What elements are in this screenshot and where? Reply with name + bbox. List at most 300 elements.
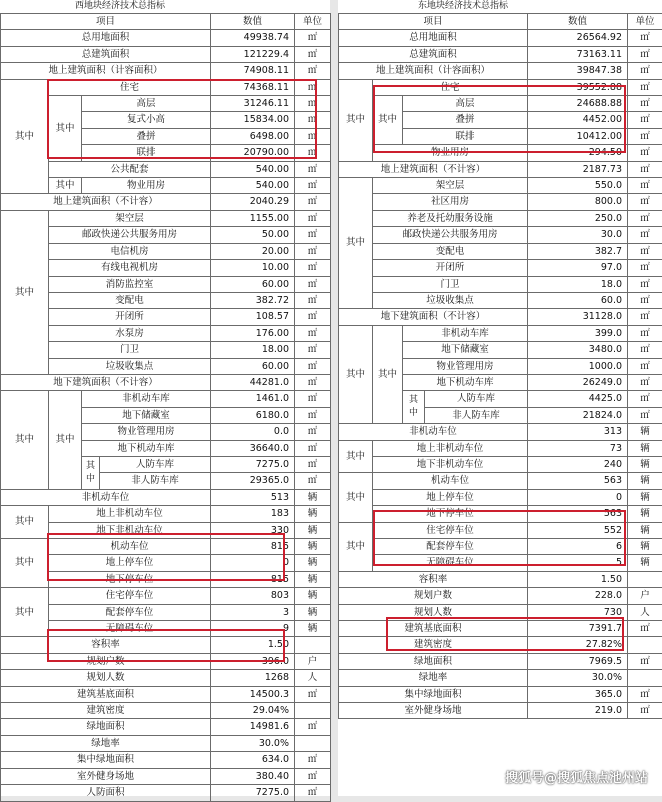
row-label: 建筑密度 xyxy=(339,637,528,653)
row-label: 地上建筑面积（计容面积） xyxy=(1,63,211,79)
row-label: 人防车库 xyxy=(100,456,211,472)
row-value: 313 xyxy=(528,424,628,440)
row-unit xyxy=(295,637,331,653)
table-row xyxy=(1,260,331,276)
row-label: 地下建筑面积（不计容） xyxy=(339,309,528,325)
table-row xyxy=(339,506,662,522)
row-label: 地下储藏室 xyxy=(82,407,211,423)
table-row xyxy=(339,653,662,669)
table-row xyxy=(1,621,331,637)
qizhong-label: 其中 xyxy=(339,522,373,571)
row-unit: 辆 xyxy=(295,522,331,538)
row-label: 联排 xyxy=(403,128,528,144)
table-row xyxy=(1,703,331,719)
row-value: 44281.0 xyxy=(211,374,295,390)
qizhong-label: 其中 xyxy=(1,210,49,374)
row-unit: ㎡ xyxy=(295,325,331,341)
qizhong-label: 其中 xyxy=(1,506,49,539)
row-value: 10.00 xyxy=(211,260,295,276)
table-row xyxy=(339,489,662,505)
row-unit: ㎡ xyxy=(295,30,331,46)
table-row xyxy=(1,178,331,194)
row-label: 公共配套 xyxy=(49,161,211,177)
row-unit: 辆 xyxy=(295,571,331,587)
west-indicator-table xyxy=(0,13,331,802)
row-label: 住宅 xyxy=(373,79,528,95)
row-value: 1268 xyxy=(211,670,295,686)
table-row xyxy=(1,768,331,784)
header-unit: 单位 xyxy=(295,14,331,30)
row-unit: ㎡ xyxy=(628,374,662,390)
table-row xyxy=(339,456,662,472)
row-value: 1461.0 xyxy=(211,391,295,407)
table-row xyxy=(339,243,662,259)
table-row xyxy=(339,260,662,276)
table-row xyxy=(339,621,662,637)
row-label: 地下机动车库 xyxy=(82,440,211,456)
row-value: 73163.11 xyxy=(528,46,628,62)
row-unit: ㎡ xyxy=(295,342,331,358)
row-value: 815 xyxy=(211,539,295,555)
row-label: 地上建筑面积（计容面积） xyxy=(339,63,528,79)
table-row xyxy=(1,555,331,571)
row-label: 非人防车库 xyxy=(425,407,528,423)
row-unit: ㎡ xyxy=(295,752,331,768)
row-unit: 户 xyxy=(628,588,662,604)
row-label: 容积率 xyxy=(339,571,528,587)
row-label: 住宅停车位 xyxy=(373,522,528,538)
row-label: 非人防车库 xyxy=(100,473,211,489)
row-value: 382.7 xyxy=(528,243,628,259)
row-label: 物业管理用房 xyxy=(403,358,528,374)
row-value: 219.0 xyxy=(528,703,628,719)
row-unit: ㎡ xyxy=(295,260,331,276)
west-panel xyxy=(0,0,330,796)
row-value: 29365.0 xyxy=(211,473,295,489)
row-label: 邮政快递公共服务用房 xyxy=(373,227,528,243)
row-unit: ㎡ xyxy=(295,96,331,112)
row-value: 563 xyxy=(528,473,628,489)
table-row xyxy=(339,194,662,210)
row-value: 3 xyxy=(211,604,295,620)
row-label: 建筑基底面积 xyxy=(339,621,528,637)
row-label: 建筑密度 xyxy=(1,703,211,719)
row-value: 7275.0 xyxy=(211,785,295,801)
row-label: 物业管理用房 xyxy=(82,424,211,440)
row-label: 规划户数 xyxy=(1,653,211,669)
row-unit: 辆 xyxy=(628,555,662,571)
row-unit: 人 xyxy=(295,670,331,686)
row-label: 室外健身场地 xyxy=(339,703,528,719)
row-unit: ㎡ xyxy=(628,621,662,637)
row-value: 6498.00 xyxy=(211,128,295,144)
row-unit: ㎡ xyxy=(295,391,331,407)
table-row xyxy=(339,325,662,341)
row-value: 14500.3 xyxy=(211,686,295,702)
row-unit xyxy=(628,571,662,587)
row-value: 49938.74 xyxy=(211,30,295,46)
row-value: 31246.11 xyxy=(211,96,295,112)
row-value: 5 xyxy=(528,555,628,571)
table-row xyxy=(339,703,662,719)
row-unit: 辆 xyxy=(628,473,662,489)
row-label: 规划人数 xyxy=(339,604,528,620)
table-row xyxy=(339,539,662,555)
row-unit: ㎡ xyxy=(295,243,331,259)
row-value: 97.0 xyxy=(528,260,628,276)
row-label: 地下停车位 xyxy=(49,571,211,587)
row-unit xyxy=(295,735,331,751)
row-unit: ㎡ xyxy=(628,325,662,341)
row-value: 74368.11 xyxy=(211,79,295,95)
qizhong-label: 其中 xyxy=(1,539,49,588)
row-value: 4425.0 xyxy=(528,391,628,407)
row-label: 总建筑面积 xyxy=(339,46,528,62)
row-value: 1000.0 xyxy=(528,358,628,374)
table-row xyxy=(1,96,331,112)
row-value: 20790.00 xyxy=(211,145,295,161)
row-value: 7275.0 xyxy=(211,456,295,472)
table-row xyxy=(339,637,662,653)
row-value: 39847.38 xyxy=(528,63,628,79)
table-row xyxy=(339,555,662,571)
row-unit: ㎡ xyxy=(295,473,331,489)
row-unit: ㎡ xyxy=(628,112,662,128)
qizhong-label: 其中 xyxy=(339,473,373,522)
table-row xyxy=(339,588,662,604)
row-value: 24688.88 xyxy=(528,96,628,112)
row-label: 配套停车位 xyxy=(373,539,528,555)
table-row xyxy=(339,79,662,95)
row-unit: ㎡ xyxy=(295,785,331,801)
row-unit: 辆 xyxy=(295,588,331,604)
row-unit: 辆 xyxy=(295,506,331,522)
table-row xyxy=(1,752,331,768)
table-header xyxy=(339,14,662,30)
row-value: 6180.0 xyxy=(211,407,295,423)
row-value: 26249.0 xyxy=(528,374,628,390)
header-item: 项目 xyxy=(339,14,528,30)
row-unit: ㎡ xyxy=(295,79,331,95)
row-unit: ㎡ xyxy=(295,128,331,144)
table-row xyxy=(1,243,331,259)
row-label: 地下储藏室 xyxy=(403,342,528,358)
row-value: 30.0 xyxy=(528,227,628,243)
row-value: 2187.73 xyxy=(528,161,628,177)
table-row xyxy=(339,686,662,702)
row-unit: ㎡ xyxy=(628,292,662,308)
table-row xyxy=(339,424,662,440)
row-label: 总建筑面积 xyxy=(1,46,211,62)
row-value: 183 xyxy=(211,506,295,522)
row-label: 地下非机动车位 xyxy=(373,456,528,472)
row-label: 规划户数 xyxy=(339,588,528,604)
row-value: 30.0% xyxy=(211,735,295,751)
row-unit: ㎡ xyxy=(628,358,662,374)
table-row xyxy=(1,194,331,210)
row-value: 365.0 xyxy=(528,686,628,702)
east-table-title: 东地块经济技术总指标 xyxy=(338,0,662,14)
row-value: 730 xyxy=(528,604,628,620)
row-label: 开闭所 xyxy=(49,309,211,325)
row-unit: ㎡ xyxy=(295,145,331,161)
row-value: 250.0 xyxy=(528,210,628,226)
row-value: 3480.0 xyxy=(528,342,628,358)
row-value: 26564.92 xyxy=(528,30,628,46)
row-unit: ㎡ xyxy=(295,276,331,292)
row-label: 非机动车库 xyxy=(403,325,528,341)
row-label: 无障碍车位 xyxy=(49,621,211,637)
table-row xyxy=(339,161,662,177)
qizhong-label: 其中 xyxy=(373,325,403,423)
row-unit: ㎡ xyxy=(295,309,331,325)
row-unit: ㎡ xyxy=(628,145,662,161)
row-label: 养老及托幼服务设施 xyxy=(373,210,528,226)
row-unit: ㎡ xyxy=(295,456,331,472)
table-row xyxy=(339,63,662,79)
row-label: 集中绿地面积 xyxy=(1,752,211,768)
row-value: 27.82% xyxy=(528,637,628,653)
row-label: 配套停车位 xyxy=(49,604,211,620)
table-row xyxy=(1,588,331,604)
row-label: 总用地面积 xyxy=(1,30,211,46)
row-label: 门卫 xyxy=(373,276,528,292)
row-value: 50.00 xyxy=(211,227,295,243)
qizhong-label: 其中 xyxy=(49,96,82,162)
table-row xyxy=(339,227,662,243)
row-label: 住宅停车位 xyxy=(49,588,211,604)
row-unit: 辆 xyxy=(628,456,662,472)
row-unit: ㎡ xyxy=(295,358,331,374)
qizhong-label: 其中 xyxy=(403,391,425,424)
row-unit: ㎡ xyxy=(295,768,331,784)
row-label: 邮政快递公共服务用房 xyxy=(49,227,211,243)
table-row xyxy=(1,653,331,669)
row-label: 高层 xyxy=(82,96,211,112)
row-unit: ㎡ xyxy=(628,178,662,194)
row-label: 叠拼 xyxy=(82,128,211,144)
qizhong-label: 其中 xyxy=(1,391,49,489)
row-unit: ㎡ xyxy=(628,391,662,407)
row-value: 60.00 xyxy=(211,358,295,374)
row-label: 消防监控室 xyxy=(49,276,211,292)
table-row xyxy=(1,571,331,587)
row-label: 物业用房 xyxy=(373,145,528,161)
qizhong-label: 其中 xyxy=(1,79,49,194)
row-label: 物业用房 xyxy=(82,178,211,194)
table-row xyxy=(1,210,331,226)
header-value: 数值 xyxy=(528,14,628,30)
row-unit: ㎡ xyxy=(295,63,331,79)
row-unit: ㎡ xyxy=(628,653,662,669)
row-label: 建筑基底面积 xyxy=(1,686,211,702)
row-unit: 辆 xyxy=(295,555,331,571)
table-row xyxy=(1,785,331,801)
row-unit: 辆 xyxy=(628,424,662,440)
row-unit: 户 xyxy=(295,653,331,669)
table-row xyxy=(1,292,331,308)
table-row xyxy=(339,276,662,292)
row-label: 架空层 xyxy=(49,210,211,226)
row-value: 73 xyxy=(528,440,628,456)
table-row xyxy=(1,30,331,46)
row-value: 228.0 xyxy=(528,588,628,604)
row-value: 9 xyxy=(211,621,295,637)
row-unit: 辆 xyxy=(295,489,331,505)
row-label: 绿地面积 xyxy=(339,653,528,669)
row-unit: ㎡ xyxy=(628,243,662,259)
table-row xyxy=(1,686,331,702)
row-value: 240 xyxy=(528,456,628,472)
row-label: 开闭所 xyxy=(373,260,528,276)
row-unit: ㎡ xyxy=(628,128,662,144)
qizhong-label: 其中 xyxy=(49,178,82,194)
row-value: 10412.00 xyxy=(528,128,628,144)
row-value: 0 xyxy=(528,489,628,505)
qizhong-label: 其中 xyxy=(373,96,403,145)
row-label: 集中绿地面积 xyxy=(339,686,528,702)
row-label: 地下停车位 xyxy=(373,506,528,522)
row-label: 非机动车位 xyxy=(1,489,211,505)
row-unit xyxy=(295,703,331,719)
qizhong-label: 其中 xyxy=(339,325,373,423)
table-row xyxy=(1,391,331,407)
watermark-text: 搜狐号@搜狐焦点池州站 xyxy=(505,767,648,786)
row-label: 高层 xyxy=(403,96,528,112)
row-value: 563 xyxy=(528,506,628,522)
row-value: 513 xyxy=(211,489,295,505)
row-unit: ㎡ xyxy=(628,342,662,358)
row-unit: ㎡ xyxy=(628,63,662,79)
row-unit: ㎡ xyxy=(295,112,331,128)
row-label: 非机动车位 xyxy=(339,424,528,440)
row-label: 联排 xyxy=(82,145,211,161)
header-item: 项目 xyxy=(1,14,211,30)
row-label: 容积率 xyxy=(1,637,211,653)
row-value: 550.0 xyxy=(528,178,628,194)
row-value: 36640.0 xyxy=(211,440,295,456)
row-value: 7391.7 xyxy=(528,621,628,637)
table-row xyxy=(1,63,331,79)
row-unit: ㎡ xyxy=(295,194,331,210)
west-table-title: 西地块经济技术总指标 xyxy=(0,0,330,14)
row-label: 社区用房 xyxy=(373,194,528,210)
row-value: 15834.00 xyxy=(211,112,295,128)
qizhong-label: 其中 xyxy=(339,79,373,161)
row-unit: 人 xyxy=(628,604,662,620)
row-label: 机动车位 xyxy=(49,539,211,555)
row-value: 18.00 xyxy=(211,342,295,358)
row-unit: 辆 xyxy=(628,522,662,538)
row-unit: ㎡ xyxy=(628,407,662,423)
table-row xyxy=(339,473,662,489)
row-unit: 辆 xyxy=(628,539,662,555)
table-row xyxy=(339,46,662,62)
row-value: 330 xyxy=(211,522,295,538)
row-label: 绿地面积 xyxy=(1,719,211,735)
row-label: 地上非机动车位 xyxy=(49,506,211,522)
table-row xyxy=(339,571,662,587)
row-label: 地上建筑面积（不计容） xyxy=(1,194,211,210)
row-value: 14981.6 xyxy=(211,719,295,735)
row-label: 绿地率 xyxy=(1,735,211,751)
table-row xyxy=(339,670,662,686)
table-row xyxy=(1,637,331,653)
row-label: 复式小高 xyxy=(82,112,211,128)
header-unit: 单位 xyxy=(628,14,662,30)
table-row xyxy=(1,325,331,341)
row-label: 机动车位 xyxy=(373,473,528,489)
table-row xyxy=(1,489,331,505)
row-label: 叠拼 xyxy=(403,112,528,128)
row-value: 39552.88 xyxy=(528,79,628,95)
row-value: 6 xyxy=(528,539,628,555)
east-panel xyxy=(338,0,662,796)
row-value: 399.0 xyxy=(528,325,628,341)
row-unit: ㎡ xyxy=(295,719,331,735)
row-value: 60.00 xyxy=(211,276,295,292)
row-value: 540.00 xyxy=(211,161,295,177)
row-value: 30.0% xyxy=(528,670,628,686)
table-row xyxy=(339,522,662,538)
row-label: 人防车库 xyxy=(425,391,528,407)
table-row xyxy=(1,358,331,374)
row-unit: 辆 xyxy=(628,440,662,456)
row-label: 绿地率 xyxy=(339,670,528,686)
qizhong-label: 其中 xyxy=(339,440,373,473)
table-row xyxy=(1,374,331,390)
east-indicator-table xyxy=(338,13,662,719)
row-value: 7969.5 xyxy=(528,653,628,669)
row-value: 0 xyxy=(211,555,295,571)
row-label: 变配电 xyxy=(373,243,528,259)
row-value: 552 xyxy=(528,522,628,538)
row-label: 地上非机动车位 xyxy=(373,440,528,456)
table-row xyxy=(1,670,331,686)
row-value: 60.0 xyxy=(528,292,628,308)
row-unit: ㎡ xyxy=(295,178,331,194)
row-label: 地上停车位 xyxy=(49,555,211,571)
row-unit: ㎡ xyxy=(628,210,662,226)
row-unit: 辆 xyxy=(628,489,662,505)
table-row xyxy=(1,604,331,620)
table-row xyxy=(1,79,331,95)
row-unit: ㎡ xyxy=(295,374,331,390)
qizhong-label: 其中 xyxy=(1,588,49,637)
row-label: 垃圾收集点 xyxy=(49,358,211,374)
row-label: 地下非机动车位 xyxy=(49,522,211,538)
row-unit: ㎡ xyxy=(295,686,331,702)
row-value: 380.40 xyxy=(211,768,295,784)
row-label: 垃圾收集点 xyxy=(373,292,528,308)
row-label: 总用地面积 xyxy=(339,30,528,46)
row-value: 121229.4 xyxy=(211,46,295,62)
row-label: 有线电视机房 xyxy=(49,260,211,276)
row-unit: ㎡ xyxy=(628,30,662,46)
row-label: 室外健身场地 xyxy=(1,768,211,784)
row-value: 634.0 xyxy=(211,752,295,768)
table-row xyxy=(339,30,662,46)
row-label: 变配电 xyxy=(49,292,211,308)
row-unit: ㎡ xyxy=(295,292,331,308)
row-label: 规划人数 xyxy=(1,670,211,686)
row-label: 地上建筑面积（不计容） xyxy=(339,161,528,177)
row-unit: 辆 xyxy=(295,604,331,620)
row-value: 74908.11 xyxy=(211,63,295,79)
row-label: 住宅 xyxy=(49,79,211,95)
qizhong-label: 其中 xyxy=(82,456,100,489)
row-unit: ㎡ xyxy=(295,46,331,62)
